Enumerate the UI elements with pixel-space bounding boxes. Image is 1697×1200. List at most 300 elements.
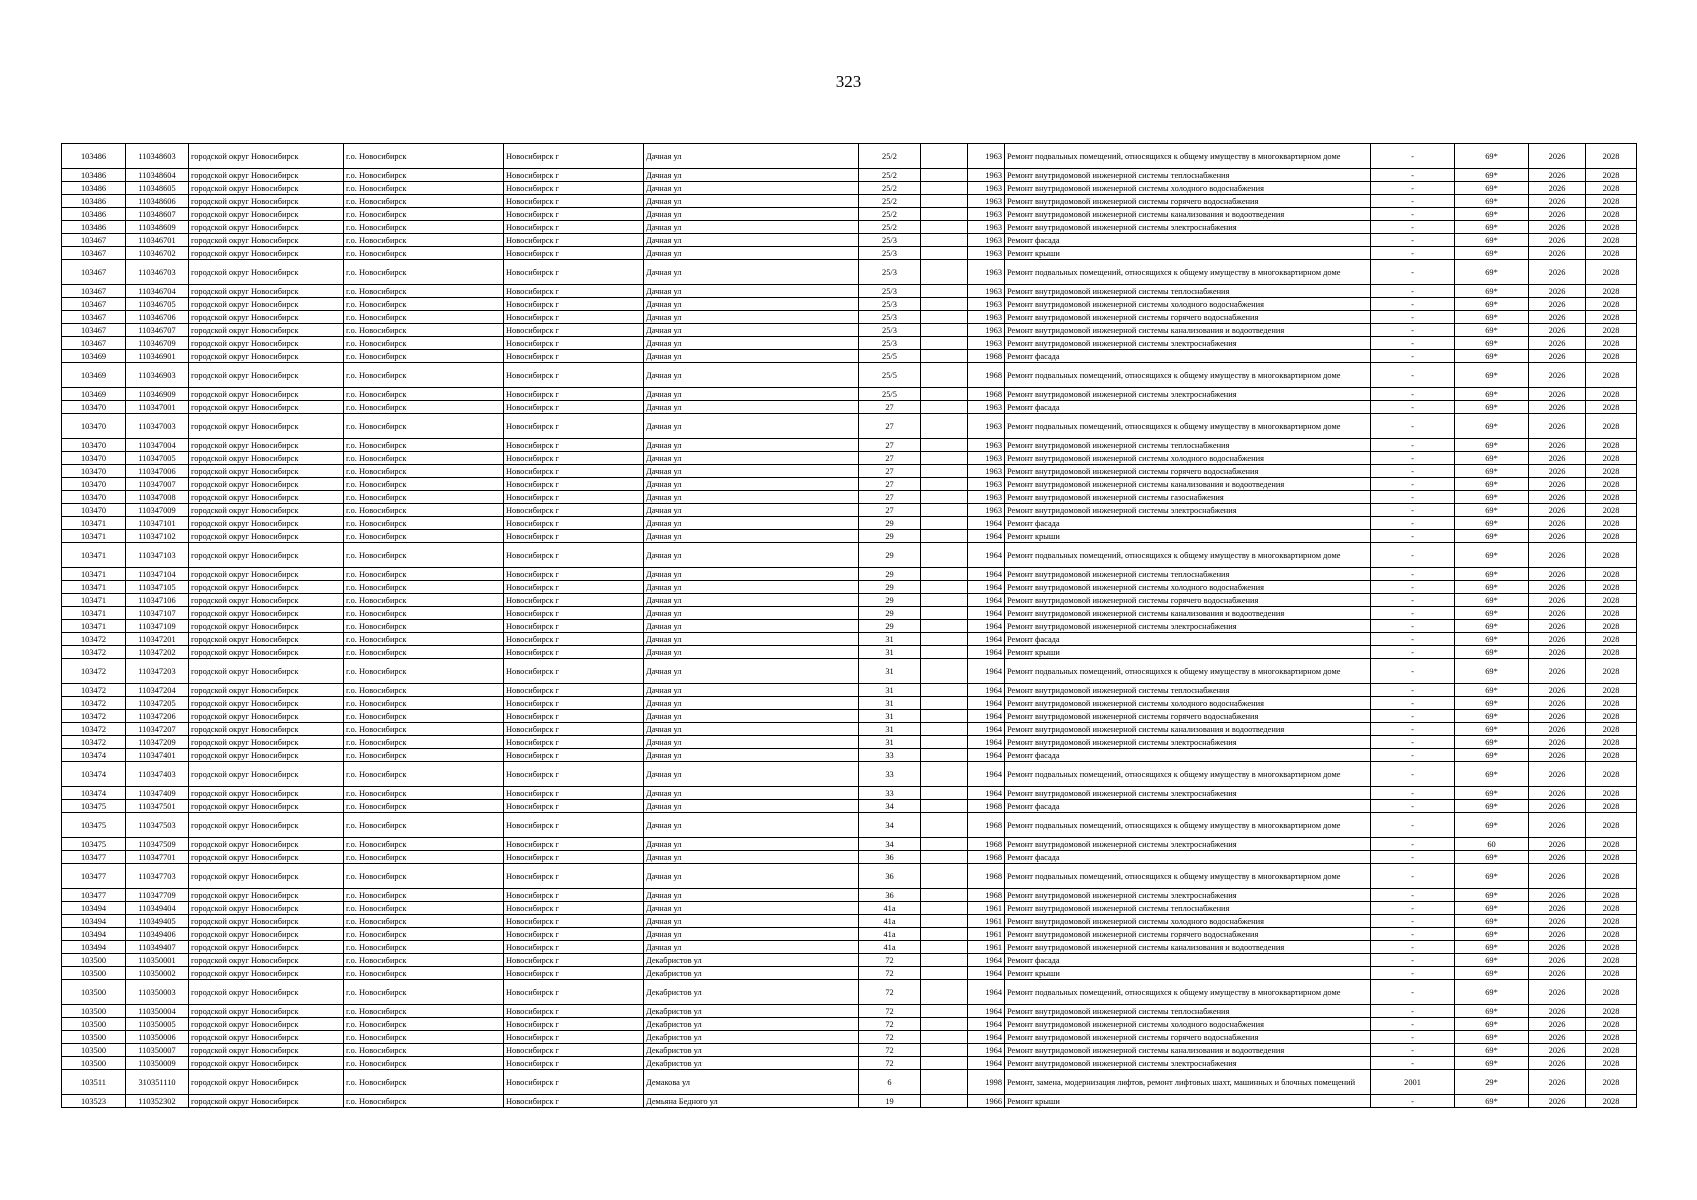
cell-id: 103472 <box>62 684 126 697</box>
cell-house: 41а <box>859 915 921 928</box>
cell-city: Новосибирск г <box>504 1005 644 1018</box>
registry-table <box>61 143 1637 1108</box>
cell-year: 1964 <box>968 530 1005 543</box>
cell-municipality: г.о. Новосибирск <box>344 363 504 388</box>
cell-start: 2026 <box>1529 491 1586 504</box>
cell-blank <box>921 504 968 517</box>
cell-city: Новосибирск г <box>504 787 644 800</box>
cell-id: 103469 <box>62 363 126 388</box>
cell-year2: - <box>1371 363 1455 388</box>
cell-blank <box>921 144 968 169</box>
cell-municipality: г.о. Новосибирск <box>344 530 504 543</box>
cell-start: 2026 <box>1529 504 1586 517</box>
cell-blank <box>921 1057 968 1070</box>
cell-blank <box>921 697 968 710</box>
table-row <box>62 350 1637 363</box>
cell-end: 2028 <box>1586 980 1637 1005</box>
cell-year2: - <box>1371 504 1455 517</box>
cell-year: 1963 <box>968 260 1005 285</box>
cell-city: Новосибирск г <box>504 234 644 247</box>
cell-id: 103500 <box>62 1044 126 1057</box>
cell-city: Новосибирск г <box>504 260 644 285</box>
table-row <box>62 182 1637 195</box>
cell-start: 2026 <box>1529 285 1586 298</box>
cell-end: 2028 <box>1586 889 1637 902</box>
cell-blank <box>921 915 968 928</box>
cell-work: Ремонт подвальных помещений, относящихся к общему имуществу в многоквартирном доме <box>1005 414 1371 439</box>
cell-work: Ремонт внутридомовой инженерной системы теплоснабжения <box>1005 1005 1371 1018</box>
cell-id: 103486 <box>62 169 126 182</box>
cell-district: городской округ Новосибирск <box>189 954 344 967</box>
cell-house: 36 <box>859 889 921 902</box>
cell-end: 2028 <box>1586 954 1637 967</box>
cell-code: 310351110 <box>126 1070 189 1095</box>
cell-city: Новосибирск г <box>504 581 644 594</box>
cell-city: Новосибирск г <box>504 439 644 452</box>
cell-year: 1964 <box>968 633 1005 646</box>
cell-house: 25/3 <box>859 285 921 298</box>
cell-id: 103469 <box>62 350 126 363</box>
cell-street: Дачная ул <box>644 298 859 311</box>
cell-house: 72 <box>859 1044 921 1057</box>
cell-blank <box>921 208 968 221</box>
cell-end: 2028 <box>1586 915 1637 928</box>
cell-id: 103475 <box>62 838 126 851</box>
cell-blank <box>921 1095 968 1108</box>
table-row <box>62 864 1637 889</box>
cell-house: 29 <box>859 517 921 530</box>
cell-city: Новосибирск г <box>504 915 644 928</box>
cell-city: Новосибирск г <box>504 1044 644 1057</box>
table-row <box>62 710 1637 723</box>
cell-city: Новосибирск г <box>504 414 644 439</box>
cell-start: 2026 <box>1529 736 1586 749</box>
cell-year2: - <box>1371 478 1455 491</box>
cell-municipality: г.о. Новосибирск <box>344 350 504 363</box>
cell-end: 2028 <box>1586 543 1637 568</box>
cell-value: 69* <box>1455 659 1529 684</box>
cell-street: Дачная ул <box>644 684 859 697</box>
cell-work: Ремонт внутридомовой инженерной системы электроснабжения <box>1005 838 1371 851</box>
cell-value: 69* <box>1455 285 1529 298</box>
cell-house: 25/2 <box>859 169 921 182</box>
cell-district: городской округ Новосибирск <box>189 864 344 889</box>
cell-house: 25/5 <box>859 363 921 388</box>
cell-code: 110347401 <box>126 749 189 762</box>
cell-blank <box>921 749 968 762</box>
cell-start: 2026 <box>1529 1031 1586 1044</box>
cell-code: 110346704 <box>126 285 189 298</box>
cell-street: Дачная ул <box>644 813 859 838</box>
cell-year2: - <box>1371 285 1455 298</box>
cell-year: 1964 <box>968 749 1005 762</box>
cell-municipality: г.о. Новосибирск <box>344 1005 504 1018</box>
cell-work: Ремонт внутридомовой инженерной системы горячего водоснабжения <box>1005 311 1371 324</box>
cell-code: 110347008 <box>126 491 189 504</box>
cell-year2: - <box>1371 311 1455 324</box>
cell-district: городской округ Новосибирск <box>189 800 344 813</box>
cell-code: 110347201 <box>126 633 189 646</box>
cell-year: 1961 <box>968 915 1005 928</box>
cell-city: Новосибирск г <box>504 478 644 491</box>
cell-district: городской округ Новосибирск <box>189 478 344 491</box>
cell-year: 1964 <box>968 1044 1005 1057</box>
cell-year: 1963 <box>968 439 1005 452</box>
cell-year2: - <box>1371 182 1455 195</box>
cell-street: Декабристов ул <box>644 1031 859 1044</box>
cell-municipality: г.о. Новосибирск <box>344 144 504 169</box>
cell-end: 2028 <box>1586 1070 1637 1095</box>
cell-code: 110347409 <box>126 787 189 800</box>
cell-value: 69* <box>1455 941 1529 954</box>
cell-municipality: г.о. Новосибирск <box>344 1044 504 1057</box>
cell-city: Новосибирск г <box>504 195 644 208</box>
cell-work: Ремонт внутридомовой инженерной системы холодного водоснабжения <box>1005 915 1371 928</box>
table-row <box>62 800 1637 813</box>
cell-code: 110349406 <box>126 928 189 941</box>
cell-end: 2028 <box>1586 491 1637 504</box>
cell-year2: - <box>1371 633 1455 646</box>
cell-year: 1964 <box>968 646 1005 659</box>
cell-blank <box>921 169 968 182</box>
cell-municipality: г.о. Новосибирск <box>344 749 504 762</box>
cell-year: 1963 <box>968 401 1005 414</box>
cell-municipality: г.о. Новосибирск <box>344 762 504 787</box>
cell-code: 110347209 <box>126 736 189 749</box>
cell-year: 1963 <box>968 465 1005 478</box>
cell-district: городской округ Новосибирск <box>189 1044 344 1057</box>
cell-value: 69* <box>1455 234 1529 247</box>
cell-start: 2026 <box>1529 1005 1586 1018</box>
cell-start: 2026 <box>1529 594 1586 607</box>
cell-street: Дачная ул <box>644 594 859 607</box>
cell-id: 103477 <box>62 864 126 889</box>
cell-house: 72 <box>859 1031 921 1044</box>
cell-id: 103471 <box>62 607 126 620</box>
cell-end: 2028 <box>1586 633 1637 646</box>
cell-blank <box>921 543 968 568</box>
cell-district: городской округ Новосибирск <box>189 414 344 439</box>
cell-id: 103470 <box>62 478 126 491</box>
cell-work: Ремонт подвальных помещений, относящихся к общему имуществу в многоквартирном доме <box>1005 543 1371 568</box>
cell-value: 69* <box>1455 491 1529 504</box>
cell-municipality: г.о. Новосибирск <box>344 195 504 208</box>
cell-municipality: г.о. Новосибирск <box>344 954 504 967</box>
cell-start: 2026 <box>1529 581 1586 594</box>
table-row <box>62 941 1637 954</box>
cell-house: 29 <box>859 620 921 633</box>
cell-municipality: г.о. Новосибирск <box>344 260 504 285</box>
cell-house: 27 <box>859 414 921 439</box>
table-row <box>62 324 1637 337</box>
cell-street: Дачная ул <box>644 568 859 581</box>
cell-id: 103477 <box>62 889 126 902</box>
cell-code: 110347102 <box>126 530 189 543</box>
cell-value: 69* <box>1455 144 1529 169</box>
cell-start: 2026 <box>1529 1095 1586 1108</box>
cell-value: 69* <box>1455 915 1529 928</box>
cell-id: 103470 <box>62 439 126 452</box>
cell-id: 103467 <box>62 324 126 337</box>
cell-code: 110350006 <box>126 1031 189 1044</box>
cell-year2: - <box>1371 954 1455 967</box>
cell-street: Дачная ул <box>644 941 859 954</box>
cell-street: Дачная ул <box>644 234 859 247</box>
cell-city: Новосибирск г <box>504 285 644 298</box>
cell-district: городской округ Новосибирск <box>189 1095 344 1108</box>
cell-city: Новосибирск г <box>504 1057 644 1070</box>
cell-year: 1963 <box>968 324 1005 337</box>
cell-municipality: г.о. Новосибирск <box>344 1070 504 1095</box>
cell-value: 60 <box>1455 838 1529 851</box>
cell-house: 27 <box>859 504 921 517</box>
table-row <box>62 337 1637 350</box>
cell-house: 31 <box>859 710 921 723</box>
cell-blank <box>921 182 968 195</box>
cell-blank <box>921 452 968 465</box>
cell-id: 103472 <box>62 633 126 646</box>
cell-district: городской округ Новосибирск <box>189 260 344 285</box>
cell-id: 103486 <box>62 182 126 195</box>
cell-city: Новосибирск г <box>504 1070 644 1095</box>
cell-street: Дачная ул <box>644 144 859 169</box>
cell-street: Декабристов ул <box>644 1005 859 1018</box>
cell-city: Новосибирск г <box>504 221 644 234</box>
table-row <box>62 838 1637 851</box>
cell-code: 110347106 <box>126 594 189 607</box>
cell-blank <box>921 620 968 633</box>
cell-end: 2028 <box>1586 285 1637 298</box>
cell-house: 27 <box>859 401 921 414</box>
table-row <box>62 980 1637 1005</box>
cell-year: 1968 <box>968 838 1005 851</box>
cell-end: 2028 <box>1586 260 1637 285</box>
cell-value: 69* <box>1455 260 1529 285</box>
table-row <box>62 504 1637 517</box>
cell-street: Дачная ул <box>644 607 859 620</box>
cell-start: 2026 <box>1529 439 1586 452</box>
cell-blank <box>921 581 968 594</box>
cell-municipality: г.о. Новосибирск <box>344 504 504 517</box>
cell-district: городской округ Новосибирск <box>189 646 344 659</box>
cell-blank <box>921 260 968 285</box>
cell-code: 110352302 <box>126 1095 189 1108</box>
cell-year2: - <box>1371 324 1455 337</box>
cell-street: Дачная ул <box>644 749 859 762</box>
cell-end: 2028 <box>1586 169 1637 182</box>
cell-year2: - <box>1371 749 1455 762</box>
cell-year: 1963 <box>968 337 1005 350</box>
cell-house: 27 <box>859 439 921 452</box>
cell-code: 110347007 <box>126 478 189 491</box>
cell-city: Новосибирск г <box>504 530 644 543</box>
cell-year2: - <box>1371 646 1455 659</box>
cell-city: Новосибирск г <box>504 311 644 324</box>
cell-district: городской округ Новосибирск <box>189 208 344 221</box>
cell-end: 2028 <box>1586 864 1637 889</box>
cell-value: 69* <box>1455 902 1529 915</box>
cell-year: 1964 <box>968 1057 1005 1070</box>
cell-work: Ремонт внутридомовой инженерной системы теплоснабжения <box>1005 902 1371 915</box>
cell-municipality: г.о. Новосибирск <box>344 401 504 414</box>
table-row <box>62 1095 1637 1108</box>
table-row <box>62 1070 1637 1095</box>
cell-code: 110347103 <box>126 543 189 568</box>
cell-blank <box>921 530 968 543</box>
cell-municipality: г.о. Новосибирск <box>344 452 504 465</box>
cell-year2: - <box>1371 684 1455 697</box>
cell-id: 103467 <box>62 298 126 311</box>
cell-house: 41а <box>859 928 921 941</box>
cell-work: Ремонт крыши <box>1005 967 1371 980</box>
cell-blank <box>921 350 968 363</box>
cell-street: Дачная ул <box>644 221 859 234</box>
cell-municipality: г.о. Новосибирск <box>344 169 504 182</box>
cell-municipality: г.о. Новосибирск <box>344 787 504 800</box>
cell-work: Ремонт крыши <box>1005 1095 1371 1108</box>
cell-start: 2026 <box>1529 478 1586 491</box>
cell-start: 2026 <box>1529 710 1586 723</box>
cell-house: 25/3 <box>859 247 921 260</box>
cell-work: Ремонт крыши <box>1005 646 1371 659</box>
cell-city: Новосибирск г <box>504 363 644 388</box>
cell-district: городской округ Новосибирск <box>189 1070 344 1095</box>
cell-code: 110347204 <box>126 684 189 697</box>
cell-code: 110348603 <box>126 144 189 169</box>
cell-municipality: г.о. Новосибирск <box>344 414 504 439</box>
cell-work: Ремонт внутридомовой инженерной системы электроснабжения <box>1005 620 1371 633</box>
cell-id: 103500 <box>62 967 126 980</box>
cell-blank <box>921 1031 968 1044</box>
cell-work: Ремонт фасада <box>1005 234 1371 247</box>
table-row <box>62 581 1637 594</box>
cell-start: 2026 <box>1529 363 1586 388</box>
cell-house: 72 <box>859 967 921 980</box>
cell-street: Дачная ул <box>644 169 859 182</box>
cell-start: 2026 <box>1529 298 1586 311</box>
cell-municipality: г.о. Новосибирск <box>344 838 504 851</box>
cell-street: Дачная ул <box>644 491 859 504</box>
cell-value: 69* <box>1455 620 1529 633</box>
cell-start: 2026 <box>1529 221 1586 234</box>
cell-value: 69* <box>1455 889 1529 902</box>
cell-street: Дачная ул <box>644 504 859 517</box>
cell-work: Ремонт фасада <box>1005 401 1371 414</box>
cell-year2: - <box>1371 723 1455 736</box>
cell-blank <box>921 1070 968 1095</box>
cell-street: Дачная ул <box>644 363 859 388</box>
cell-year2: - <box>1371 169 1455 182</box>
cell-start: 2026 <box>1529 697 1586 710</box>
cell-year2: - <box>1371 620 1455 633</box>
cell-code: 110347006 <box>126 465 189 478</box>
table-row <box>62 915 1637 928</box>
table-row <box>62 221 1637 234</box>
cell-year: 1968 <box>968 363 1005 388</box>
cell-value: 69* <box>1455 954 1529 967</box>
cell-code: 110346702 <box>126 247 189 260</box>
cell-code: 110347001 <box>126 401 189 414</box>
cell-city: Новосибирск г <box>504 568 644 581</box>
cell-start: 2026 <box>1529 568 1586 581</box>
cell-year: 1961 <box>968 928 1005 941</box>
cell-code: 110348606 <box>126 195 189 208</box>
cell-start: 2026 <box>1529 324 1586 337</box>
cell-blank <box>921 633 968 646</box>
cell-work: Ремонт внутридомовой инженерной системы горячего водоснабжения <box>1005 928 1371 941</box>
cell-street: Дачная ул <box>644 864 859 889</box>
cell-blank <box>921 1044 968 1057</box>
cell-municipality: г.о. Новосибирск <box>344 659 504 684</box>
cell-house: 31 <box>859 697 921 710</box>
cell-start: 2026 <box>1529 337 1586 350</box>
cell-start: 2026 <box>1529 607 1586 620</box>
cell-start: 2026 <box>1529 388 1586 401</box>
cell-value: 69* <box>1455 247 1529 260</box>
cell-year: 1964 <box>968 723 1005 736</box>
cell-year2: - <box>1371 710 1455 723</box>
cell-work: Ремонт внутридомовой инженерной системы канализования и водоотведения <box>1005 941 1371 954</box>
cell-start: 2026 <box>1529 620 1586 633</box>
cell-code: 110348605 <box>126 182 189 195</box>
cell-district: городской округ Новосибирск <box>189 568 344 581</box>
cell-id: 103472 <box>62 736 126 749</box>
cell-district: городской округ Новосибирск <box>189 851 344 864</box>
cell-code: 110347509 <box>126 838 189 851</box>
cell-value: 69* <box>1455 684 1529 697</box>
cell-district: городской округ Новосибирск <box>189 684 344 697</box>
table-row <box>62 1005 1637 1018</box>
cell-year2: - <box>1371 195 1455 208</box>
cell-value: 69* <box>1455 980 1529 1005</box>
cell-house: 41а <box>859 941 921 954</box>
cell-district: городской округ Новосибирск <box>189 736 344 749</box>
cell-code: 110347101 <box>126 517 189 530</box>
table-body <box>62 144 1637 1108</box>
cell-year: 1964 <box>968 1018 1005 1031</box>
cell-municipality: г.о. Новосибирск <box>344 1018 504 1031</box>
cell-house: 31 <box>859 736 921 749</box>
cell-code: 110347501 <box>126 800 189 813</box>
cell-municipality: г.о. Новосибирск <box>344 465 504 478</box>
cell-start: 2026 <box>1529 465 1586 478</box>
cell-code: 110346706 <box>126 311 189 324</box>
cell-city: Новосибирск г <box>504 1095 644 1108</box>
cell-value: 69* <box>1455 517 1529 530</box>
table-row <box>62 388 1637 401</box>
cell-year2: - <box>1371 838 1455 851</box>
cell-start: 2026 <box>1529 452 1586 465</box>
cell-blank <box>921 800 968 813</box>
table-row <box>62 414 1637 439</box>
cell-year: 1998 <box>968 1070 1005 1095</box>
cell-year2: - <box>1371 762 1455 787</box>
cell-work: Ремонт внутридомовой инженерной системы электроснабжения <box>1005 1057 1371 1070</box>
cell-blank <box>921 491 968 504</box>
cell-end: 2028 <box>1586 813 1637 838</box>
cell-work: Ремонт подвальных помещений, относящихся к общему имуществу в многоквартирном доме <box>1005 363 1371 388</box>
cell-end: 2028 <box>1586 620 1637 633</box>
cell-year2: - <box>1371 234 1455 247</box>
cell-district: городской округ Новосибирск <box>189 195 344 208</box>
cell-blank <box>921 388 968 401</box>
cell-start: 2026 <box>1529 633 1586 646</box>
cell-start: 2026 <box>1529 684 1586 697</box>
cell-house: 29 <box>859 543 921 568</box>
cell-end: 2028 <box>1586 838 1637 851</box>
cell-city: Новосибирск г <box>504 697 644 710</box>
cell-year: 1961 <box>968 941 1005 954</box>
